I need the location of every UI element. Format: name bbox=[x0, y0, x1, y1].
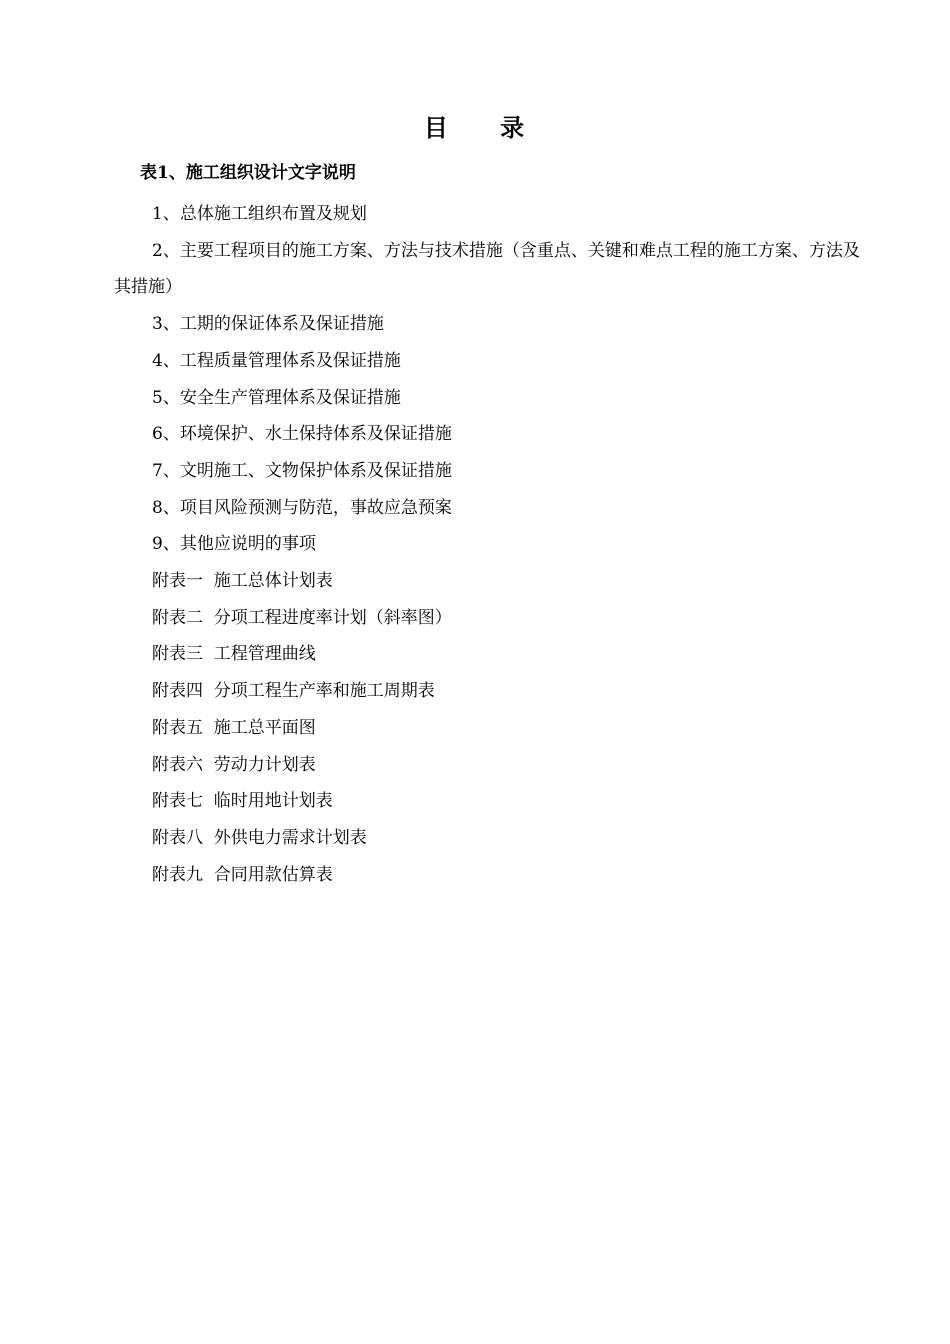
section-heading: 表1、施工组织设计文字说明 bbox=[140, 163, 356, 183]
toc-item: 9、其他应说明的事项 bbox=[152, 534, 316, 555]
appendix-item: 附表六 劳动力计划表 bbox=[152, 754, 316, 775]
appendix-item: 附表三 工程管理曲线 bbox=[152, 644, 316, 665]
appendix-item: 附表一 施工总体计划表 bbox=[152, 571, 333, 592]
table-of-contents bbox=[114, 196, 874, 893]
appendix-item: 附表七 临时用地计划表 bbox=[152, 791, 333, 812]
appendix-item: 附表五 施工总平面图 bbox=[152, 717, 316, 738]
appendix-item: 附表二 分项工程进度率计划（斜率图） bbox=[152, 607, 452, 628]
toc-item: 8、项目风险预测与防范，事故应急预案 bbox=[152, 497, 452, 518]
toc-item: 1、总体施工组织布置及规划 bbox=[152, 204, 367, 224]
toc-item: 7、文明施工、文物保护体系及保证措施 bbox=[152, 460, 452, 481]
toc-item: 4、工程质量管理体系及保证措施 bbox=[152, 350, 401, 371]
appendix-item: 附表八 外供电力需求计划表 bbox=[152, 827, 367, 848]
toc-item: 6、环境保护、水土保持体系及保证措施 bbox=[152, 424, 452, 445]
toc-item: 5、安全生产管理体系及保证措施 bbox=[152, 387, 401, 408]
appendix-item: 附表九 合同用款估算表 bbox=[152, 864, 333, 885]
page-title: 目 录 bbox=[423, 113, 547, 142]
toc-item: 2、主要工程项目的施工方案、方法与技术措施（含重点、关键和难点工程的施工方案、方法及其措施） bbox=[114, 240, 860, 298]
toc-item: 3、工期的保证体系及保证措施 bbox=[152, 314, 384, 335]
appendix-item: 附表四 分项工程生产率和施工周期表 bbox=[152, 681, 435, 702]
